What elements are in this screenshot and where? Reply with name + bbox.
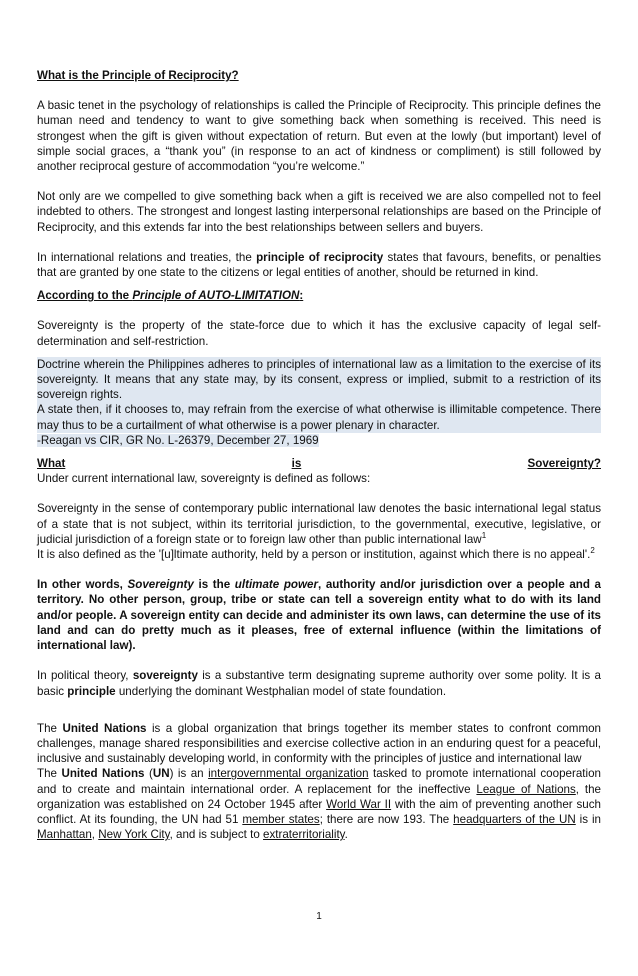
link-headquarters-of-the-un[interactable]: headquarters of the UN (453, 812, 576, 826)
heading-reciprocity (37, 68, 601, 83)
link-intergovernmental-organization[interactable]: intergovernmental organization (208, 767, 369, 781)
paragraph-sovereignty-definition: Sovereignty in the sense of contemporary public international law denotes the basic international legal status of a state that is not subject, within its territorial jurisdiction, to the governmental, executive, legislative, or judicial jurisdiction of a foreign state or to foreign law other than public international law$^1$ (37, 502, 601, 546)
page-number: 1 (316, 911, 322, 922)
paragraph-compelled: Not only are we compelled to give something back when a gift is received we are also compelled not to feel indebted to others. The strongest and longest lasting interpersonal relationships are based on the Principle of Reciprocity, and this extends far into the best relationships between sellers and buyers. (37, 190, 601, 234)
paragraph-in-other-words: In other words, Sovereignty is the ultimate power, authority and/or jurisdiction over a people and a territory. No other person, group, tribe or state can tell a sovereign entity what to do with its land and/or people. A sovereign entity can decide and administer its own laws, can determine the use of its land and can do pretty much as it pleases, free of external influence (within the limitations of international law). (37, 578, 601, 653)
heading-auto-limitation: According to the Principle of AUTO-LIMITATION: (37, 289, 304, 303)
paragraph-united-nations-global: The United Nations is a global organization that brings together its member states to confront common challenges, manage shared responsibilities and exercise collective action in an enduring quest for a peaceful, inclusive and sustainably developing world, in conformity with the principles of justice and international law (37, 721, 601, 766)
link-league-of-nations[interactable]: League of Nations (476, 782, 576, 796)
quote-refrain: A state then, if it chooses to, may refrain from the exercise of what otherwise is illimitable competence. There may thus to be a curtailment of what otherwise is a power plenary in character. (37, 403, 601, 432)
paragraph-united-nations-un: The United Nations (UN) is an intergovernmental organization tasked to promote international cooperation and to create and maintain international order. A replacement for the ineffective League of Nations, the organization was established on 24 October 1945 after World War II with the aim of preventing another such conflict. At its founding, the UN had 51 member states; there are now 193. The headquarters of the UN is in Manhattan, New York City, and is subject to extraterritoriality. (37, 767, 601, 842)
paragraph-reciprocity-definition: A basic tenet in the psychology of relationships is called the Principle of Reciprocity. This principle defines the human need and tendency to want to give something back when something is received. This need is strongest when the gift is given without expectation of return. But even at the lowly (but important) level of simple social graces, a “thank you” (in response to an act of kindness or compliment) is still followed by another reciprocal gesture of accommodation “you’re welcome.” (37, 99, 601, 174)
heading-reciprocity-text: What is the Principle of Reciprocity? (37, 69, 239, 82)
link-new-york-city[interactable]: New York City (98, 828, 170, 842)
footnote-ref-1: 1 (481, 531, 487, 541)
quote-citation: -Reagan vs CIR, GR No. L-26379, December 27, 1969 (37, 433, 319, 447)
link-extraterritoriality[interactable]: extraterritoriality (263, 828, 345, 842)
heading-what-is-sovereignty: What is Sovereignty? (37, 457, 601, 471)
quote-doctrine: Doctrine wherein the Philippines adheres to principles of international law as a limitation to the exercise of its sovereignty. It means that any state may, by its consent, express or implied, submit to a restriction of its sovereign rights. (37, 357, 601, 402)
link-world-war-ii[interactable]: World War II (326, 797, 392, 811)
paragraph-international-reciprocity: In international relations and treaties, the principle of reciprocity states that favours, benefits, or penalties that are granted by one state to the citizens or legal entities of another, should be returned in kind. (37, 250, 602, 280)
paragraph-ultimate-authority: It is also defined as the '[u]ltimate authority, held by a person or institution, against which there is no appeal'.$^2$ (37, 546, 595, 562)
document-body (37, 68, 601, 842)
paragraph-political-theory: In political theory, sovereignty is a substantive term designating supreme authority over some polity. It is a basic principle underlying the dominant Westphalian model of state foundation. (37, 669, 601, 698)
highlighted-quote (37, 357, 601, 448)
link-manhattan[interactable]: Manhattan (37, 828, 92, 842)
link-member-states[interactable]: member states (242, 812, 320, 826)
paragraph-current-law: Under current international law, sovereignty is defined as follows: (37, 472, 371, 486)
term-principle-of-reciprocity: principle of reciprocity (256, 250, 384, 264)
paragraph-sovereignty-property: Sovereignty is the property of the state-force due to which it has the exclusive capacity of legal self-determination and self-restriction. (37, 319, 601, 348)
footnote-ref-2: 2 (590, 546, 595, 556)
